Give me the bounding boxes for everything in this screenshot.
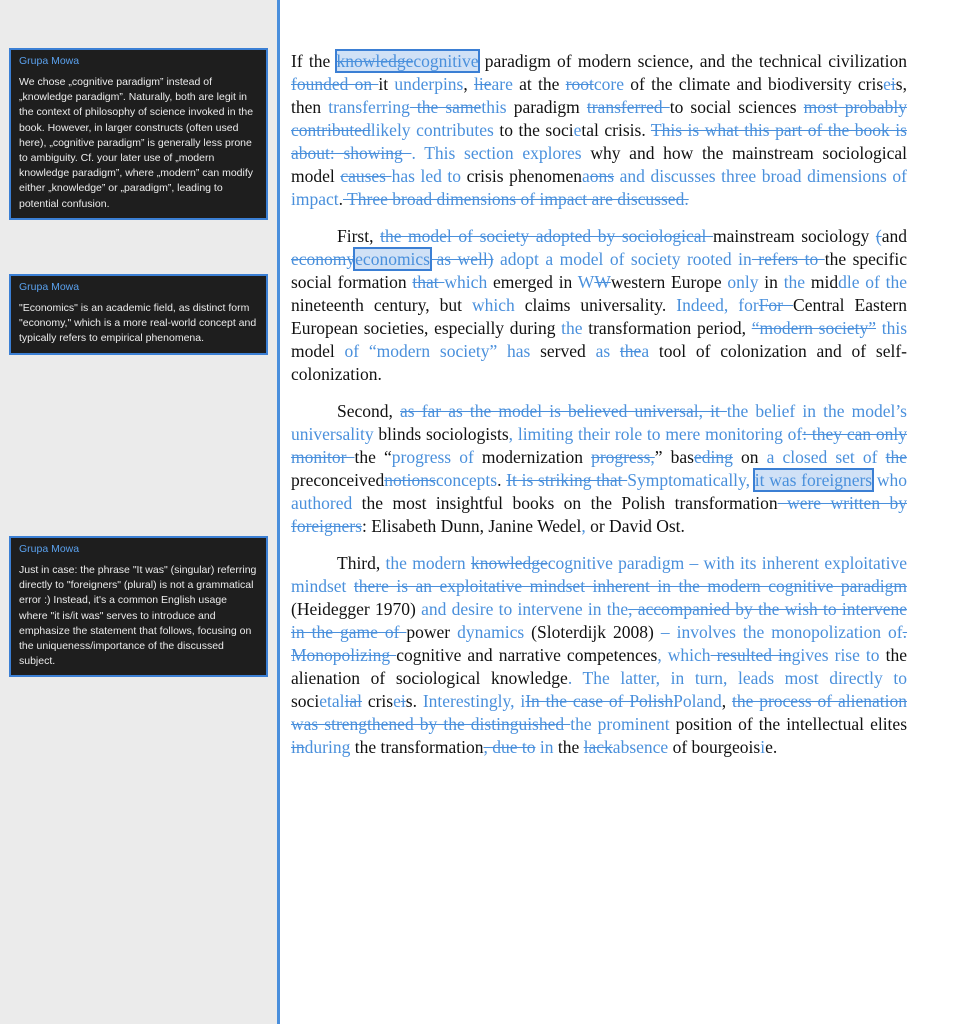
insertion: dynamics <box>457 622 525 642</box>
deletion: It is striking that <box>506 470 628 490</box>
text-run: cognitive and narrative competences <box>396 645 658 665</box>
deletion: the process of alienation was strengthened by the distinguished <box>291 691 907 734</box>
deletion: i <box>400 691 406 711</box>
text-run: of the climate and biodiversity cris <box>624 74 884 94</box>
insertion: in <box>535 737 554 757</box>
paragraph <box>291 50 907 211</box>
insertion: Indeed, for <box>676 295 759 315</box>
text-run: First, <box>337 226 381 246</box>
insertion: Symptomatically, <box>627 470 755 490</box>
text-run: mid <box>805 272 839 292</box>
text-run: transformation period, <box>582 318 752 338</box>
text-run: . <box>497 470 507 490</box>
insertion: . This section explores <box>411 143 582 163</box>
text-run: tal crisis. <box>581 120 651 140</box>
deletion: knowledge <box>336 51 414 71</box>
text-run: paradigm <box>506 97 587 117</box>
text-run: mainstream sociology <box>712 226 876 246</box>
deletion: “modern society” <box>751 318 877 338</box>
deletion: , due to <box>483 737 536 757</box>
text-run: position of the intellectual elites <box>669 714 907 734</box>
text-run: paradigm of modern science, and the technical civilization <box>478 51 907 71</box>
deletion: . Monopolizing <box>291 622 908 665</box>
text-run: or David Ost. <box>585 516 685 536</box>
insertion: , limiting their role to mere monitoring of <box>508 424 803 444</box>
text-run: the transformation <box>350 737 484 757</box>
comment-author: Grupa Mowa <box>19 543 80 555</box>
text-run: (Sloterdijk 2008) <box>524 622 661 642</box>
insertion: . The latter, in turn, leads most directly to <box>567 668 907 688</box>
insertion: concepts <box>435 470 498 490</box>
text-run: soci <box>291 691 320 711</box>
insertion: , which <box>657 645 711 665</box>
text-run: power <box>406 622 458 642</box>
insertion: a <box>641 341 650 361</box>
insertion: and discusses three broad dimensions of impact <box>291 166 907 209</box>
text-run: nineteenth century, but <box>291 295 472 315</box>
text-run: at the <box>512 74 566 94</box>
deletion: the model of society adopted by sociological <box>380 226 713 246</box>
margin-divider <box>277 0 280 1024</box>
insertion: only <box>727 272 759 292</box>
text-run: modernization <box>473 447 592 467</box>
text-run: (Heidegger 1970) <box>291 599 422 619</box>
deletion: there is an exploitative mindset inherent in the modern cognitive paradigm <box>353 576 907 596</box>
insertion: absence <box>612 737 669 757</box>
insertion: Poland <box>673 691 722 711</box>
deletion: ons <box>589 166 615 186</box>
insertion: likely contributes <box>370 120 494 140</box>
text-run: on <box>732 447 767 467</box>
deletion: This is what this part of the book is about: showing <box>291 120 907 163</box>
text-run: s, then <box>291 74 907 117</box>
insertion: of “modern society” has <box>344 341 531 361</box>
deletion: refers to <box>751 249 825 269</box>
text-run: , <box>721 691 732 711</box>
deletion: progress, <box>591 447 655 467</box>
text-run: claims universality. <box>514 295 677 315</box>
insertion: the prominent <box>570 714 670 734</box>
text-run: the alienation of sociological knowledge <box>291 645 907 688</box>
deletion: ial <box>344 691 362 711</box>
deletion: eding <box>694 447 733 467</box>
insertion: it was foreigners <box>754 470 873 490</box>
insertion: W <box>577 272 595 292</box>
deletion: most probably contributed <box>291 97 907 140</box>
insertion: which <box>471 295 515 315</box>
deletion: founded on <box>291 74 379 94</box>
insertion: core <box>593 74 624 94</box>
comment-card[interactable] <box>9 274 268 355</box>
insertion: e <box>883 74 891 94</box>
text-run: why and how the mainstream sociological model <box>291 143 907 186</box>
text-run: . <box>338 189 343 209</box>
deletion: as well) <box>430 249 494 269</box>
insertion: cognitive <box>413 51 479 71</box>
deletion: Three broad dimensions of impact are discussed. <box>343 189 689 209</box>
deletion: resulted in <box>710 645 792 665</box>
insertion: progress of <box>391 447 474 467</box>
deletion: lie <box>474 74 492 94</box>
text-run: s. <box>405 691 423 711</box>
text-run: to the soci <box>493 120 574 140</box>
text-run: of bourgeois <box>668 737 761 757</box>
insertion: e <box>573 120 582 140</box>
deletion: , accompanied by the wish to intervene in the game of <box>291 599 907 642</box>
text-run: western Europe <box>610 272 728 292</box>
comment-text: We chose „cognitive paradigm” instead of „knowledge paradigm”. Naturally, both are legit in the context of philosophy of science invoked in the book. However, in larger constructs (often used here), „cognitive paradigm” is generally less prone to ambiguity. Cf. your later use of „modern knowledge paradigm”, where „modern” can modify either „knowledge” or „paradigm”, leading to potential confusion. <box>19 76 254 210</box>
text-run: : Elisabeth Dunn, Janine Wedel <box>361 516 582 536</box>
deletion: W <box>594 272 611 292</box>
comment-anchor-highlight[interactable] <box>337 51 479 71</box>
paragraph <box>291 400 907 538</box>
comment-author: Grupa Mowa <box>19 55 80 67</box>
insertion: this <box>876 318 907 338</box>
deletion: notions <box>384 470 436 490</box>
deletion: in <box>291 737 305 757</box>
insertion: has led to <box>391 166 462 186</box>
insertion: gives rise to <box>791 645 880 665</box>
insertion: transferring <box>328 97 410 117</box>
deletion: knowledge <box>470 553 548 573</box>
deletion: : they can only monitor <box>291 424 908 467</box>
insertion: the belief in the model’s universality <box>291 401 907 444</box>
comment-text: "Economics" is an academic field, as distinct form "economy," which is a more real-world concept and typically refers to empirical phenomena. <box>19 302 257 345</box>
text-run: ” bas <box>654 447 694 467</box>
deletion: ( <box>875 226 882 246</box>
deletion: In the case of Polish <box>525 691 674 711</box>
deletion: For <box>758 295 794 315</box>
deletion: as far as the model is believed universal, it <box>400 401 727 421</box>
document-body[interactable] <box>291 50 907 773</box>
insertion: which <box>444 272 488 292</box>
insertion: Interestingly, i <box>422 691 526 711</box>
insertion: the <box>783 272 806 292</box>
comment-card[interactable] <box>9 536 268 677</box>
insertion: who authored <box>291 470 908 513</box>
insertion: adopt a model of society rooted in <box>493 249 752 269</box>
text-run: Third, <box>337 553 386 573</box>
insertion: economics <box>355 249 430 269</box>
paragraph <box>291 552 907 759</box>
text-run: the “ <box>354 447 392 467</box>
text-run: and <box>881 226 907 246</box>
deletion: economy <box>291 249 356 269</box>
text-run: the most insightful books on the Polish transformation <box>352 493 778 513</box>
insertion: are <box>491 74 513 94</box>
text-run: served <box>530 341 596 361</box>
insertion: etal <box>319 691 345 711</box>
comment-anchor-highlight[interactable] <box>355 249 430 269</box>
deletion: causes <box>340 166 392 186</box>
text-run: , <box>463 74 475 94</box>
text-run: preconceived <box>291 470 385 490</box>
deletion: that <box>412 272 445 292</box>
insertion: this <box>481 97 507 117</box>
insertion: e <box>393 691 401 711</box>
text-run: If the <box>291 51 337 71</box>
insertion: a closed set of <box>766 447 886 467</box>
text-run: crisis phenomen <box>461 166 582 186</box>
insertion: dle of the <box>838 272 907 292</box>
comment-text: Just in case: the phrase "It was" (singular) referring directly to "foreigners" (plural) is not a grammatical error :) Instead, it's a common English usage where "it is/it was" serves to introduce and emphasize the statement that follows, focusing on the uniqueness/importance of the discussed subject. <box>19 564 257 668</box>
insertion: a <box>581 166 590 186</box>
deletion: were written by foreigners <box>291 493 907 536</box>
text-run: Second, <box>337 401 401 421</box>
insertion: the modern <box>385 553 471 573</box>
insertion: during <box>304 737 351 757</box>
insertion: the <box>561 318 583 338</box>
text-run: tool of colonization and of self-colonization. <box>291 341 907 384</box>
text-run: cris <box>361 691 394 711</box>
deletion: i <box>890 74 896 94</box>
deletion: transferred <box>586 97 670 117</box>
text-run: in <box>758 272 784 292</box>
insertion: cognitive paradigm – with its inherent exploitative mindset <box>291 553 907 596</box>
text-run: the <box>553 737 584 757</box>
insertion: i <box>760 737 766 757</box>
comment-anchor-highlight[interactable] <box>755 470 872 490</box>
deletion: lack <box>583 737 613 757</box>
text-run: it <box>378 74 395 94</box>
text-run: Central Eastern European societies, especially during <box>291 295 907 338</box>
insertion: , <box>581 516 586 536</box>
insertion: and desire to intervene in the <box>421 599 629 619</box>
text-run: e. <box>765 737 778 757</box>
paragraph <box>291 225 907 386</box>
deletion: root <box>565 74 594 94</box>
text-run: emerged in <box>487 272 578 292</box>
insertion: – involves the monopolization of <box>660 622 903 642</box>
text-run: the specific social formation <box>291 249 907 292</box>
comment-author: Grupa Mowa <box>19 281 80 293</box>
comment-card[interactable] <box>9 48 268 220</box>
deletion: the <box>885 447 907 467</box>
insertion: as <box>595 341 620 361</box>
text-run: to social sciences <box>669 97 804 117</box>
insertion: underpins <box>394 74 464 94</box>
text-run: blinds sociologists <box>373 424 509 444</box>
text-run: model <box>291 341 345 361</box>
deletion: the same <box>409 97 482 117</box>
deletion: the <box>619 341 642 361</box>
